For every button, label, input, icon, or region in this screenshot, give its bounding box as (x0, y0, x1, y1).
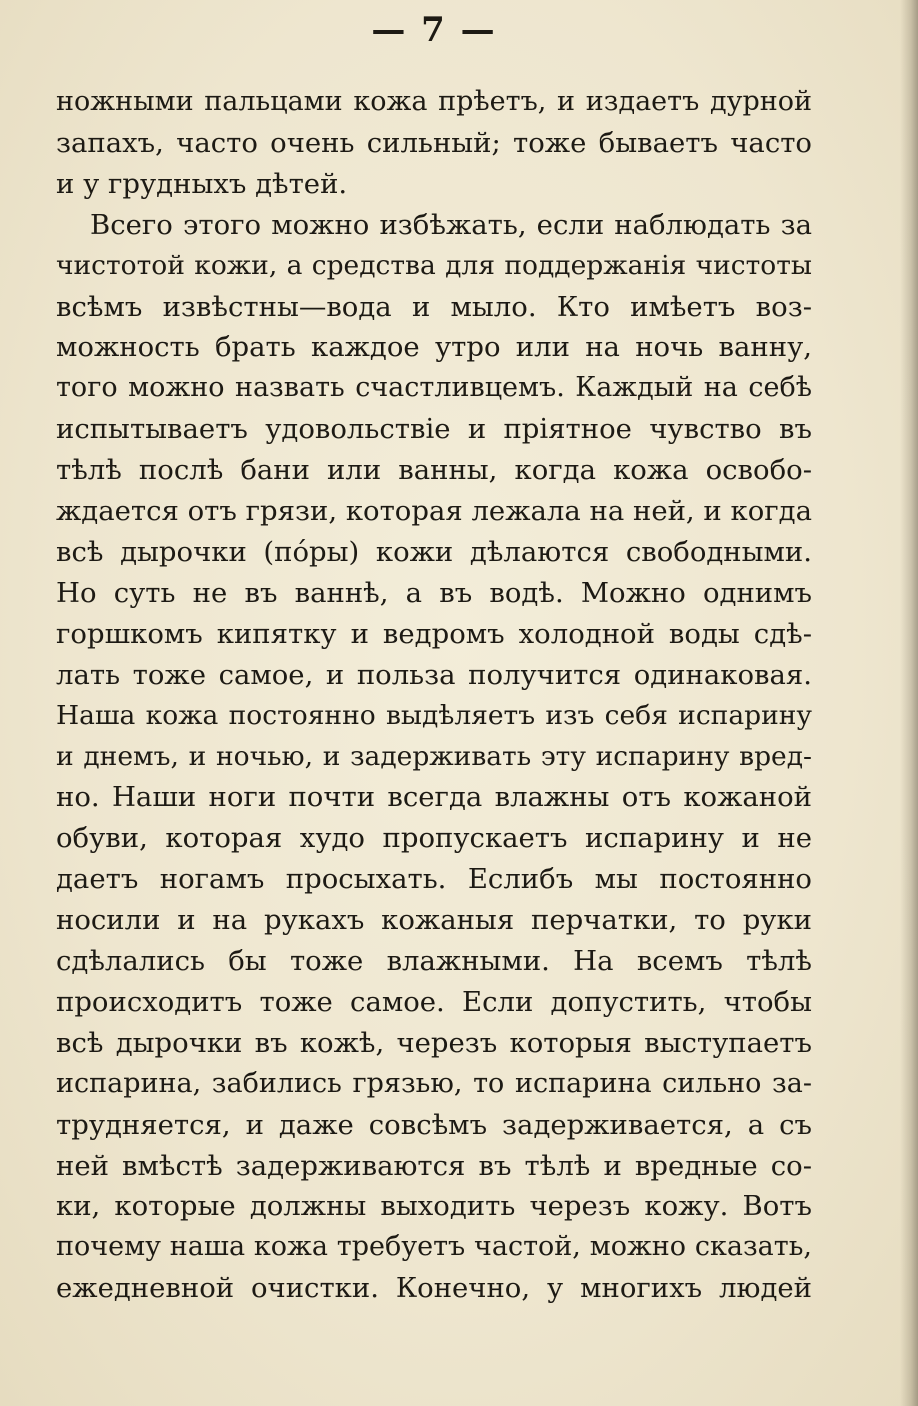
text-line: ки, которые должны выходить черезъ кожу. Вотъ (56, 1190, 812, 1223)
text-line: ножными пальцами кожа прѣетъ, и издаетъ дурной (56, 86, 812, 117)
text-line: трудняется, и даже совсѣмъ задерживается, а съ (56, 1108, 812, 1141)
text-line: испарина, забились грязью, то испарина сильно за- (56, 1067, 812, 1099)
text-line: и у грудныхъ дѣтей. (56, 167, 348, 200)
text-line: Всего этого можно избѣжать, если наблюдать за (90, 208, 812, 241)
text-line: носили и на рукахъ кожаныя перчатки, то руки (56, 904, 812, 937)
text-line: запахъ, часто очень сильный; тоже бываетъ часто (56, 126, 812, 159)
text-line: тѣлѣ послѣ бани или ванны, когда кожа освобо- (56, 454, 812, 487)
text-line: всѣмъ извѣстны—вода и мыло. Кто имѣетъ воз- (56, 290, 812, 323)
text-line: даетъ ногамъ просыхать. Еслибъ мы постоянно (56, 863, 812, 896)
text-line: испытываетъ удовольствіе и пріятное чувство въ (56, 413, 812, 446)
text-line: ждается отъ грязи, которая лежала на ней, и когда (56, 495, 812, 528)
page-number: — 7 — (371, 10, 497, 50)
text-line: и днемъ, и ночью, и задерживать эту испарину вред- (56, 740, 812, 772)
text-line: можность брать каждое утро или на ночь ванну, (56, 331, 812, 364)
text-line: происходитъ тоже самое. Если допустить, чтобы (56, 985, 812, 1018)
text-line: горшкомъ кипятку и ведромъ холодной воды сдѣ- (56, 617, 812, 650)
text-line: Наша кожа постоянно выдѣляетъ изъ себя испарину (56, 699, 812, 731)
text-line: ней вмѣстѣ задерживаются въ тѣлѣ и вредные со- (56, 1149, 812, 1182)
text-line: того можно назвать счастливцемъ. Каждый на себѣ (56, 372, 812, 404)
page-edge-shadow (900, 0, 918, 1406)
text-line: ежедневной очистки. Конечно, у многихъ людей (56, 1272, 812, 1305)
text-line: но. Наши ноги почти всегда влажны отъ кожаной (56, 781, 812, 814)
text-line: лать тоже самое, и польза получится одинаковая. (56, 658, 812, 691)
text-line: всѣ дырочки (по́ры) кожи дѣлаются свободными. (56, 535, 812, 568)
text-line: всѣ дырочки въ кожѣ, черезъ которыя выступаетъ (56, 1026, 812, 1059)
text-line: почему наша кожа требуетъ частой, можно сказать, (56, 1231, 812, 1263)
body-text (56, 82, 812, 1309)
text-line: обуви, которая худо пропускаетъ испарину и не (56, 822, 812, 855)
text-line: Но суть не въ ваннѣ, а въ водѣ. Можно однимъ (56, 576, 812, 609)
text-line: чистотой кожи, а средства для поддержанія чистоты (56, 249, 812, 281)
text-line: сдѣлались бы тоже влажными. На всемъ тѣлѣ (56, 945, 812, 978)
